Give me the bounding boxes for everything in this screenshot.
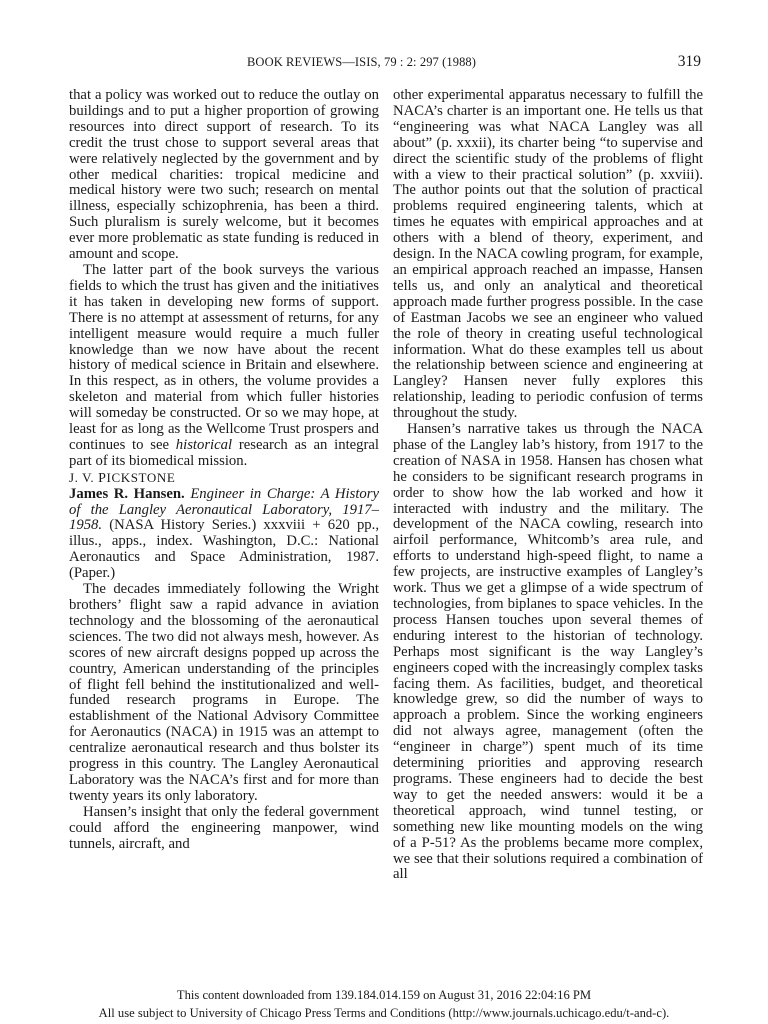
italic-word: historical [175, 436, 233, 453]
paragraph [69, 263, 379, 470]
paragraph: other experimental apparatus necessary to fulfill the NACA’s charter is an important one. He tells us that “engineering was what NACA Langley was all about” (p. xxxii), its charter being “to supervise and direct the scientific study of the problems of flight with a view to their practical solution” (p. xxviii). The author points out that the solution of practical problems required engineering talents, which at times he equates with empirical approaches and at others with a blend of theory, experiment, and design. In the NACA cowling program, for example, an empirical approach reached an impasse, Hansen tells us, and only an analytical and theoretical approach made further progress possible. In the case of Eastman Jacobs we see an engineer who valued the role of theory in creating useful technological information. What do these examples tell us about the relationship between science and engineering at Langley? Hansen never fully explores this relationship, leading to periodic confusion of terms throughout the study. [393, 87, 704, 422]
citation-author: James R. Hansen. [69, 485, 185, 502]
citation-title: Engineer in Charge: A History of the Langley Aeronautical Laboratory, 1917–1958. [69, 485, 379, 534]
left-column [69, 88, 379, 853]
signature-initials: J. V. [69, 469, 99, 485]
paragraph: The decades immediately following the Wright brothers’ flight saw a rapid advance in aviation technology and the blossoming of the aeronautical sciences. The two did not always mesh, however. As scores of new aircraft designs popped up across the country, American understanding of the principles of flight fell behind the institutionalized and well-funded research programs in Europe. The establishment of the National Advisory Committee for Aeronautics (NACA) in 1915 was an attempt to centralize aeronautical research and thus bolster its progress in this country. The Langley Aeronautical Laboratory was the NACA’s first and for more than twenty years its only laboratory. [69, 581, 379, 804]
paragraph-text: research as an integral part of its biomedical mission. [69, 436, 380, 469]
page-footer [0, 986, 768, 1022]
signature-surname: ICKSTONE [106, 469, 176, 485]
right-column [393, 88, 703, 883]
page-number: 319 [677, 53, 701, 70]
reviewer-signature [69, 470, 379, 487]
paragraph: Hansen’s narrative takes us through the NACA phase of the Langley lab’s history, from 1917 to the creation of NASA in 1958. Hansen has chosen what he considers to be significant research programs in order to show how the lab worked and how it interacted with industry and the military. The development of the NACA cowling, research into airfoil performance, Whitcomb’s area rule, and efforts to understand high-speed flight, to name a few projects, are instructive examples of Langley’s work. Thus we get a glimpse of a wide spectrum of technologies, from biplanes to space vehicles. In the process Hansen touches upon several themes of enduring interest to the historian of technology. Perhaps most significant is the way Langley’s engineers coped with the increasingly complex tasks facing them. As facilities, budget, and theoretical knowledge grew, so did the number of ways to approach a problem. Since the working engineers did not always agree, management (often the “engineer in charge”) spent much of its time determining priorities and approving research programs. These engineers had to decide the best way to get the needed answers: would it be a theoretical approach, wind tunnel testing, or something new like mounting models on the wing of a P-51? As the problems became more complex, we see that their solutions required a combination of all [393, 421, 703, 883]
page-header [69, 53, 701, 73]
book-citation [69, 487, 379, 582]
paragraph: that a policy was worked out to reduce the outlay on buildings and to put a higher proportion of growing resources into direct support of research. To its credit the trust chose to support several areas that were relatively neglected by the government and by other medical charities: tropical medicine and medical history were two such; research on mental illness, especially schizophrenia, has been a third. Such pluralism is surely welcome, but it becomes ever more problematic as state funding is reduced in amount and scope. [69, 87, 379, 263]
paragraph: Hansen’s insight that only the federal government could afford the engineering manpower, wind tunnels, aircraft, and [69, 803, 379, 852]
footer-download-line: This content downloaded from 139.184.014.159 on August 31, 2016 22:04:16 PM [176, 988, 592, 1002]
footer-terms-line: All use subject to University of Chicago Press Terms and Conditions (http://www.journals.uchicago.edu/t-and-c). [98, 1006, 670, 1020]
citation-details: (NASA History Series.) xxxviii + 620 pp., illus., apps., index. Washington, D.C.: National Aeronautics and Space Administration, 1987. (Paper.) [69, 517, 379, 582]
signature-first-letter: P [98, 470, 107, 486]
paragraph-text: The latter part of the book surveys the various fields to which the trust has given and the initiatives it has taken in developing new forms of support. There is no attempt at assessment of returns, for any intelligent measure would require a much fuller knowledge than we now have about the recent history of medical science in Britain and elsewhere. In this respect, as in others, the volume provides a skeleton and material from which fuller histories will someday be constructed. Or so we may hope, at least for as long as the Wellcome Trust prospers and continues to see [69, 261, 379, 453]
running-head: BOOK REVIEWS—ISIS, 79 : 2: 297 (1988) [247, 55, 477, 69]
